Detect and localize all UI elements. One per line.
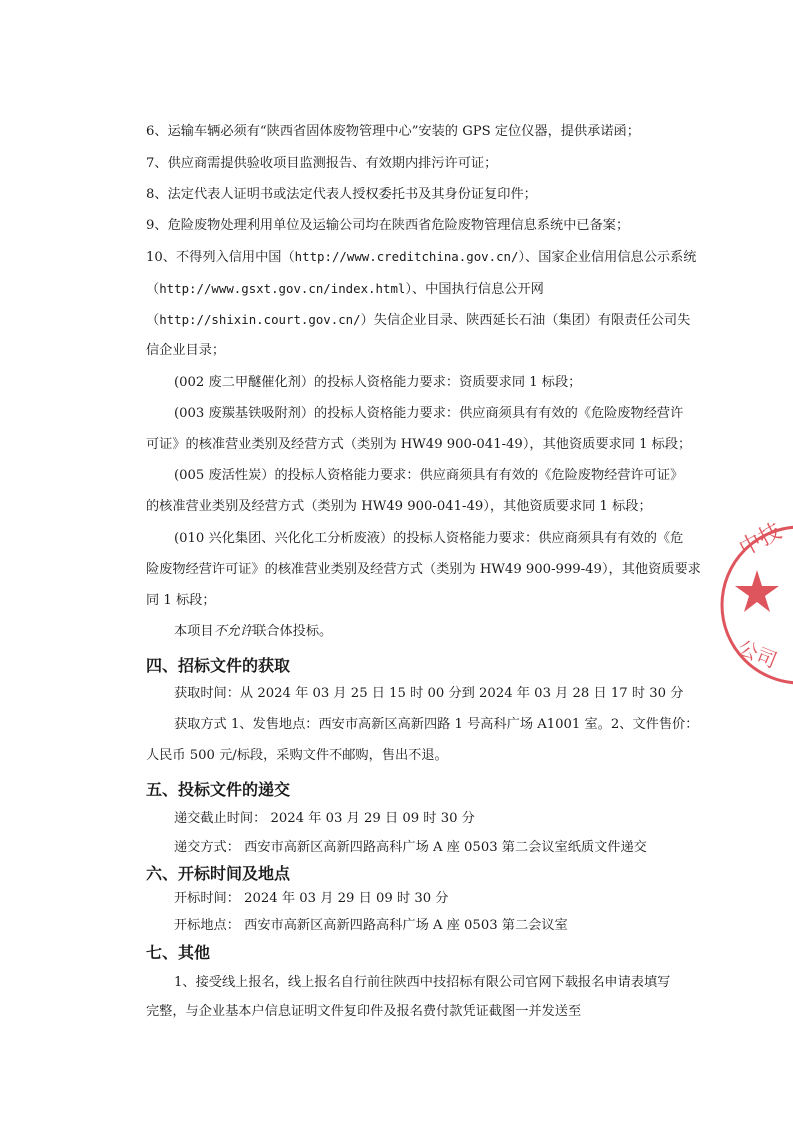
lot-010-requirement-line-2: 险废物经营许可证》的核准营业类别及经营方式（类别为 HW49 900-999-49），其他资质要求: [146, 562, 701, 577]
bid-opening-time: 开标时间： 2024 年 03 月 29 日 09 时 30 分: [174, 891, 449, 906]
requirement-item-7: 7、供应商需提供验收项目监测报告、有效期内排污许可证；: [146, 156, 498, 171]
lot-003-requirement-line-2: 可证》的核准营业类别及经营方式（类别为 HW49 900-041-49），其他资质要求同 1 标段；: [146, 437, 692, 452]
lot-010-requirement-line-1: (010 兴化集团、兴化化工分析废液）的投标人资格能力要求：供应商须具有有效的《危: [174, 531, 684, 546]
lot-003-requirement-line-1: (003 废羰基铁吸附剂）的投标人资格能力要求：供应商须具有有效的《危险废物经营许: [174, 406, 684, 421]
bid-opening-place: 开标地点： 西安市高新区高新四路高科广场 A 座 0503 第二会议室: [174, 918, 568, 933]
online-registration-line-2: 完整，与企业基本户信息证明文件复印件及报名费付款凭证截图一并发送至: [146, 1004, 582, 1019]
online-registration-line-1: 1、接受线上报名，线上报名自行前往陕西中技招标有限公司官网下载报名申请表填写: [174, 975, 671, 990]
requirement-item-10-line-1: 10、不得列入信用中国（http://www.creditchina.gov.cn/）、国家企业信用信息公示系统: [146, 249, 697, 265]
submission-method: 递交方式： 西安市高新区高新四路高科广场 A 座 0503 第二会议室纸质文件递交: [174, 840, 647, 855]
gsxt-url[interactable]: http://www.gsxt.gov.cn/index.html: [159, 281, 406, 296]
joint-bidding-note: 本项目不允许联合体投标。: [174, 624, 333, 639]
shixin-url[interactable]: http://shixin.court.gov.cn/: [159, 312, 361, 327]
requirement-item-6: 6、运输车辆必须有“陕西省固体废物管理中心”安装的 GPS 定位仪器，提供承诺函；: [146, 124, 640, 139]
seal-star-icon: [735, 570, 779, 612]
submission-deadline: 递交截止时间： 2024 年 03 月 29 日 09 时 30 分: [174, 811, 475, 826]
lot-010-requirement-line-3: 同 1 标段；: [146, 593, 216, 608]
requirement-item-10-line-3: （http://shixin.court.gov.cn/）失信企业目录、陕西延长石油（集团）有限责任公司失: [146, 312, 691, 328]
seal-text-top: 中技: [735, 519, 786, 562]
creditchina-url[interactable]: http://www.creditchina.gov.cn/: [294, 249, 519, 264]
document-acquisition-method-line-2: 人民币 500 元/标段，采购文件不邮购，售出不退。: [146, 748, 448, 763]
requirement-item-10-line-4: 信企业目录；: [146, 343, 226, 358]
section-6-heading: 六、开标时间及地点: [146, 864, 291, 883]
requirement-item-10-line-2: （http://www.gsxt.gov.cn/index.html）、中国执行信息公开网: [146, 281, 544, 297]
requirement-item-9: 9、危险废物处理利用单位及运输公司均在陕西省危险废物管理信息系统中已备案；: [146, 218, 630, 233]
lot-005-requirement-line-1: (005 废活性炭）的投标人资格能力要求：供应商须具有有效的《危险废物经营许可证》: [174, 468, 684, 483]
document-acquisition-method-line-1: 获取方式 1、发售地点：西安市高新区高新四路 1 号高科广场 A1001 室。2、文件售价：: [174, 717, 699, 732]
requirement-item-8: 8、法定代表人证明书或法定代表人授权委托书及其身份证复印件；: [146, 187, 537, 202]
section-7-heading: 七、其他: [146, 943, 211, 962]
document-acquisition-time: 获取时间：从 2024 年 03 月 25 日 15 时 00 分到 2024 年 03 月 28 日 17 时 30 分: [174, 686, 684, 701]
section-4-heading: 四、招标文件的获取: [146, 656, 291, 675]
seal-text-bottom: 公司: [734, 635, 781, 673]
lot-002-requirement: (002 废二甲醚催化剂）的投标人资格能力要求：资质要求同 1 标段；: [174, 375, 582, 390]
section-5-heading: 五、投标文件的递交: [146, 780, 291, 799]
lot-005-requirement-line-2: 的核准营业类别及经营方式（类别为 HW49 900-041-49），其他资质要求同 1 标段；: [146, 499, 652, 514]
